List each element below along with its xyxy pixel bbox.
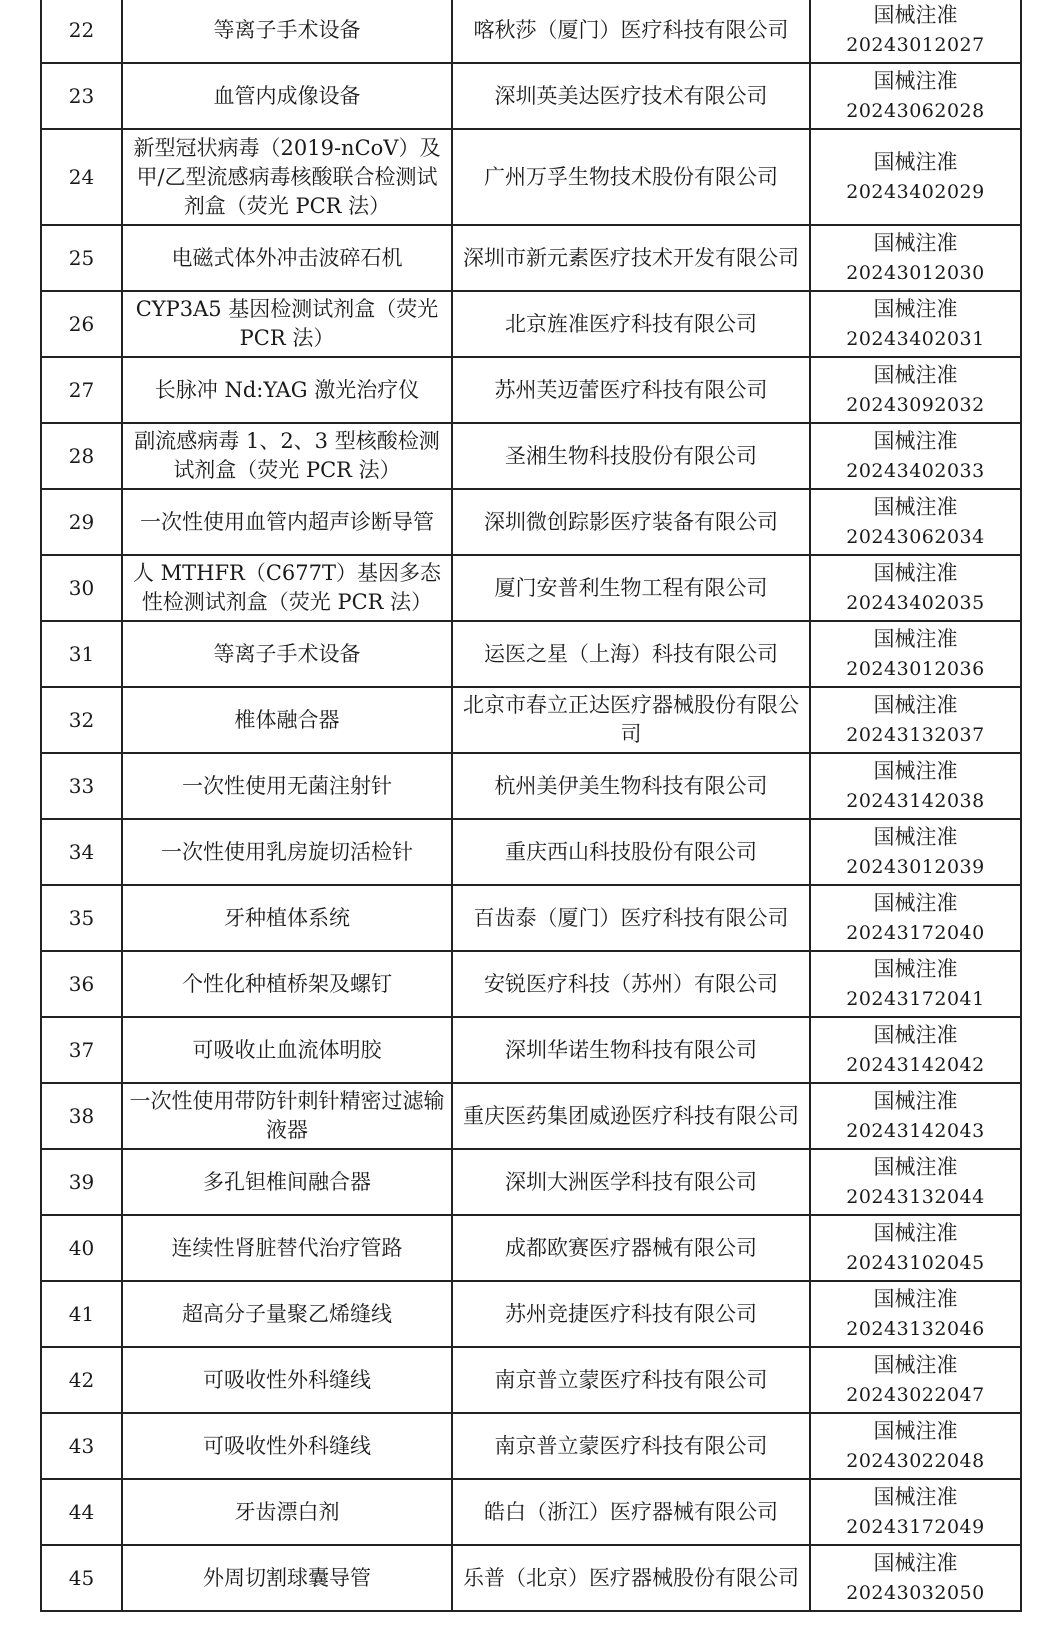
registration-number: 20243132046 — [846, 1318, 985, 1340]
row-number-cell: 37 — [41, 1017, 122, 1083]
registration-prefix: 国械注准 — [873, 231, 958, 255]
registration-number: 20243092032 — [846, 394, 985, 416]
registration-number: 20243172049 — [846, 1516, 985, 1538]
table-row — [41, 1479, 1021, 1545]
row-number-cell: 30 — [41, 555, 122, 621]
registration-number: 20243172041 — [846, 988, 985, 1010]
registration-cell — [810, 1479, 1021, 1545]
company-name-cell: 安锐医疗科技（苏州）有限公司 — [452, 951, 810, 1017]
product-name-cell: 外周切割球囊导管 — [122, 1545, 452, 1611]
registration-prefix: 国械注准 — [873, 891, 958, 915]
row-number-cell: 33 — [41, 753, 122, 819]
product-name-cell: 个性化种植桥架及螺钉 — [122, 951, 452, 1017]
registration-prefix: 国械注准 — [873, 1023, 958, 1047]
registration-number: 20243402031 — [846, 328, 985, 350]
company-name-cell: 深圳华诺生物科技有限公司 — [452, 1017, 810, 1083]
table-row — [41, 1083, 1021, 1149]
registration-number: 20243402033 — [846, 460, 985, 482]
row-number-cell: 31 — [41, 621, 122, 687]
registration-cell — [810, 225, 1021, 291]
company-name-cell: 成都欧赛医疗器械有限公司 — [452, 1215, 810, 1281]
company-name-cell: 深圳市新元素医疗技术开发有限公司 — [452, 225, 810, 291]
table-row — [41, 885, 1021, 951]
registration-prefix: 国械注准 — [873, 1155, 958, 1179]
registration-cell — [810, 1545, 1021, 1611]
registration-cell — [810, 555, 1021, 621]
product-name-cell: 新型冠状病毒（2019-nCoV）及甲/乙型流感病毒核酸联合检测试剂盒（荧光 PCR 法） — [122, 129, 452, 225]
registration-table-wrapper — [40, 0, 1020, 1612]
product-name-cell: 可吸收性外科缝线 — [122, 1413, 452, 1479]
table-row — [41, 1281, 1021, 1347]
registration-number: 20243062028 — [846, 100, 985, 122]
registration-number: 20243032050 — [846, 1582, 985, 1604]
row-number-cell: 29 — [41, 489, 122, 555]
product-name-cell: 连续性肾脏替代治疗管路 — [122, 1215, 452, 1281]
row-number-cell: 24 — [41, 129, 122, 225]
registration-prefix: 国械注准 — [873, 1353, 958, 1377]
row-number-cell: 28 — [41, 423, 122, 489]
registration-number: 20243132044 — [846, 1186, 985, 1208]
company-name-cell: 圣湘生物科技股份有限公司 — [452, 423, 810, 489]
row-number-cell: 44 — [41, 1479, 122, 1545]
registration-number: 20243012036 — [846, 658, 985, 680]
registration-number: 20243102045 — [846, 1252, 985, 1274]
product-name-cell: 多孔钽椎间融合器 — [122, 1149, 452, 1215]
registration-number: 20243172040 — [846, 922, 985, 944]
company-name-cell: 北京旌准医疗科技有限公司 — [452, 291, 810, 357]
registration-number: 20243012030 — [846, 262, 985, 284]
table-row — [41, 555, 1021, 621]
registration-prefix: 国械注准 — [873, 627, 958, 651]
registration-number: 20243142042 — [846, 1054, 985, 1076]
row-number-cell: 27 — [41, 357, 122, 423]
registration-prefix: 国械注准 — [873, 1485, 958, 1509]
table-row — [41, 1017, 1021, 1083]
row-number-cell: 35 — [41, 885, 122, 951]
row-number-cell: 32 — [41, 687, 122, 753]
registration-cell — [810, 357, 1021, 423]
table-row — [41, 1149, 1021, 1215]
row-number-cell: 34 — [41, 819, 122, 885]
table-row — [41, 357, 1021, 423]
product-name-cell: 一次性使用乳房旋切活检针 — [122, 819, 452, 885]
device-registration-table — [40, 0, 1022, 1612]
company-name-cell: 运医之星（上海）科技有限公司 — [452, 621, 810, 687]
company-name-cell: 杭州美伊美生物科技有限公司 — [452, 753, 810, 819]
table-row — [41, 63, 1021, 129]
product-name-cell: 等离子手术设备 — [122, 621, 452, 687]
registration-prefix: 国械注准 — [873, 3, 958, 27]
registration-cell — [810, 1347, 1021, 1413]
registration-prefix: 国械注准 — [873, 1287, 958, 1311]
row-number-cell: 43 — [41, 1413, 122, 1479]
product-name-cell: 牙齿漂白剂 — [122, 1479, 452, 1545]
product-name-cell: 一次性使用带防针刺针精密过滤输液器 — [122, 1083, 452, 1149]
registration-cell — [810, 63, 1021, 129]
registration-cell — [810, 753, 1021, 819]
registration-number: 20243402029 — [846, 181, 985, 203]
company-name-cell: 乐普（北京）医疗器械股份有限公司 — [452, 1545, 810, 1611]
table-row — [41, 489, 1021, 555]
company-name-cell: 深圳大洲医学科技有限公司 — [452, 1149, 810, 1215]
registration-cell — [810, 819, 1021, 885]
table-row — [41, 753, 1021, 819]
registration-cell — [810, 1281, 1021, 1347]
row-number-cell: 22 — [41, 0, 122, 63]
registration-cell — [810, 291, 1021, 357]
registration-number: 20243022048 — [846, 1450, 985, 1472]
registration-prefix: 国械注准 — [873, 957, 958, 981]
product-name-cell: 可吸收性外科缝线 — [122, 1347, 452, 1413]
registration-prefix: 国械注准 — [873, 1221, 958, 1245]
row-number-cell: 41 — [41, 1281, 122, 1347]
row-number-cell: 26 — [41, 291, 122, 357]
row-number-cell: 39 — [41, 1149, 122, 1215]
table-row — [41, 819, 1021, 885]
table-row — [41, 951, 1021, 1017]
registration-cell — [810, 1149, 1021, 1215]
registration-number: 20243402035 — [846, 592, 985, 614]
registration-prefix: 国械注准 — [873, 825, 958, 849]
registration-cell — [810, 1215, 1021, 1281]
company-name-cell: 厦门安普利生物工程有限公司 — [452, 555, 810, 621]
row-number-cell: 25 — [41, 225, 122, 291]
registration-number: 20243142043 — [846, 1120, 985, 1142]
registration-cell — [810, 1413, 1021, 1479]
row-number-cell: 45 — [41, 1545, 122, 1611]
row-number-cell: 42 — [41, 1347, 122, 1413]
registration-cell — [810, 423, 1021, 489]
registration-prefix: 国械注准 — [873, 693, 958, 717]
registration-prefix: 国械注准 — [873, 363, 958, 387]
company-name-cell: 重庆医药集团威逊医疗科技有限公司 — [452, 1083, 810, 1149]
company-name-cell: 深圳英美达医疗技术有限公司 — [452, 63, 810, 129]
registration-number: 20243132037 — [846, 724, 985, 746]
product-name-cell: 椎体融合器 — [122, 687, 452, 753]
registration-cell — [810, 489, 1021, 555]
registration-number: 20243012039 — [846, 856, 985, 878]
registration-prefix: 国械注准 — [873, 150, 958, 174]
registration-prefix: 国械注准 — [873, 561, 958, 585]
company-name-cell: 广州万孚生物技术股份有限公司 — [452, 129, 810, 225]
product-name-cell: CYP3A5 基因检测试剂盒（荧光 PCR 法） — [122, 291, 452, 357]
registration-prefix: 国械注准 — [873, 429, 958, 453]
registration-number: 20243142038 — [846, 790, 985, 812]
company-name-cell: 皓白（浙江）医疗器械有限公司 — [452, 1479, 810, 1545]
table-row — [41, 1413, 1021, 1479]
registration-prefix: 国械注准 — [873, 297, 958, 321]
table-row — [41, 1215, 1021, 1281]
registration-number: 20243012027 — [846, 34, 985, 56]
product-name-cell: 电磁式体外冲击波碎石机 — [122, 225, 452, 291]
registration-number: 20243062034 — [846, 526, 985, 548]
table-row — [41, 423, 1021, 489]
registration-cell — [810, 1083, 1021, 1149]
row-number-cell: 40 — [41, 1215, 122, 1281]
company-name-cell: 北京市春立正达医疗器械股份有限公司 — [452, 687, 810, 753]
registration-cell — [810, 687, 1021, 753]
product-name-cell: 牙种植体系统 — [122, 885, 452, 951]
table-row — [41, 621, 1021, 687]
registration-prefix: 国械注准 — [873, 759, 958, 783]
registration-cell — [810, 0, 1021, 63]
registration-cell — [810, 1017, 1021, 1083]
table-row — [41, 291, 1021, 357]
table-body — [41, 0, 1021, 1611]
registration-cell — [810, 951, 1021, 1017]
product-name-cell: 可吸收止血流体明胶 — [122, 1017, 452, 1083]
company-name-cell: 南京普立蒙医疗科技有限公司 — [452, 1413, 810, 1479]
registration-prefix: 国械注准 — [873, 1089, 958, 1113]
row-number-cell: 38 — [41, 1083, 122, 1149]
registration-prefix: 国械注准 — [873, 1551, 958, 1575]
product-name-cell: 一次性使用无菌注射针 — [122, 753, 452, 819]
table-row — [41, 225, 1021, 291]
table-row — [41, 129, 1021, 225]
row-number-cell: 23 — [41, 63, 122, 129]
table-row — [41, 1347, 1021, 1413]
company-name-cell: 深圳微创踪影医疗装备有限公司 — [452, 489, 810, 555]
product-name-cell: 超高分子量聚乙烯缝线 — [122, 1281, 452, 1347]
product-name-cell: 人 MTHFR（C677T）基因多态性检测试剂盒（荧光 PCR 法） — [122, 555, 452, 621]
company-name-cell: 喀秋莎（厦门）医疗科技有限公司 — [452, 0, 810, 63]
table-row — [41, 0, 1021, 63]
table-row — [41, 687, 1021, 753]
company-name-cell: 苏州芙迈蕾医疗科技有限公司 — [452, 357, 810, 423]
registration-cell — [810, 885, 1021, 951]
product-name-cell: 一次性使用血管内超声诊断导管 — [122, 489, 452, 555]
registration-cell — [810, 621, 1021, 687]
company-name-cell: 百齿泰（厦门）医疗科技有限公司 — [452, 885, 810, 951]
registration-prefix: 国械注准 — [873, 1419, 958, 1443]
registration-number: 20243022047 — [846, 1384, 985, 1406]
table-row — [41, 1545, 1021, 1611]
company-name-cell: 南京普立蒙医疗科技有限公司 — [452, 1347, 810, 1413]
company-name-cell: 苏州竞捷医疗科技有限公司 — [452, 1281, 810, 1347]
product-name-cell: 副流感病毒 1、2、3 型核酸检测试剂盒（荧光 PCR 法） — [122, 423, 452, 489]
registration-cell — [810, 129, 1021, 225]
row-number-cell: 36 — [41, 951, 122, 1017]
registration-prefix: 国械注准 — [873, 495, 958, 519]
product-name-cell: 长脉冲 Nd:YAG 激光治疗仪 — [122, 357, 452, 423]
company-name-cell: 重庆西山科技股份有限公司 — [452, 819, 810, 885]
product-name-cell: 等离子手术设备 — [122, 0, 452, 63]
product-name-cell: 血管内成像设备 — [122, 63, 452, 129]
registration-prefix: 国械注准 — [873, 69, 958, 93]
